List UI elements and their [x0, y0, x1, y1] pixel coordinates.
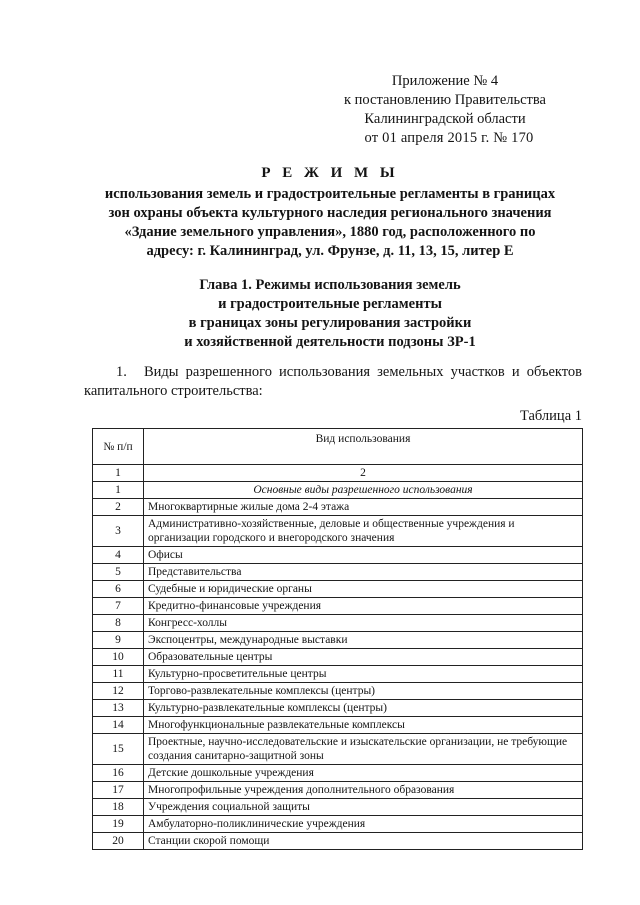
- row-number: 17: [93, 782, 144, 799]
- table-row: [93, 581, 583, 598]
- row-use-type: Культурно-просветительные центры: [144, 666, 583, 683]
- appendix-reference: к постановлению Правительства: [344, 92, 546, 108]
- appendix-region: Калининградской области: [364, 111, 526, 127]
- table-label: Таблица 1: [519, 408, 582, 424]
- title-line: «Здание земельного управления», 1880 год, расположенного по: [124, 224, 536, 240]
- table-row: [93, 799, 583, 816]
- table-row: [93, 700, 583, 717]
- row-use-type: Станции скорой помощи: [144, 833, 583, 850]
- paragraph-text: Виды разрешенного использования земельных участков и объектов капитального строительства:: [84, 364, 582, 399]
- chapter-line: и хозяйственной деятельности подзоны ЗР-1: [184, 334, 476, 350]
- chapter-title: [160, 276, 500, 352]
- row-number: 1: [93, 482, 144, 499]
- table-row: [93, 666, 583, 683]
- row-number: 13: [93, 700, 144, 717]
- document-title: [70, 164, 590, 261]
- table-row: [93, 564, 583, 581]
- row-use-type: Экспоцентры, международные выставки: [144, 632, 583, 649]
- table-header-num: № п/п: [93, 429, 144, 465]
- table-row: [93, 632, 583, 649]
- chapter-line: в границах зоны регулирования застройки: [188, 315, 472, 331]
- row-use-type: Детские дошкольные учреждения: [144, 765, 583, 782]
- row-use-type: Административно-хозяйственные, деловые и общественные учреждения и организации городского и внегородского значения: [144, 516, 583, 547]
- table-row: [93, 765, 583, 782]
- table-row: [93, 615, 583, 632]
- paragraph-number: 1.: [116, 364, 127, 380]
- row-use-type: Многофункциональные развлекательные комплексы: [144, 717, 583, 734]
- table-row: [93, 717, 583, 734]
- column-number: 2: [144, 465, 583, 482]
- row-use-type: Проектные, научно-исследовательские и изыскательские организации, не требующие создания санитарно-защитной зоны: [144, 734, 583, 765]
- row-use-type: Представительства: [144, 564, 583, 581]
- row-use-type: Кредитно-финансовые учреждения: [144, 598, 583, 615]
- row-number: 15: [93, 734, 144, 765]
- row-number: 11: [93, 666, 144, 683]
- row-use-type: Многопрофильные учреждения дополнительного образования: [144, 782, 583, 799]
- row-number: 7: [93, 598, 144, 615]
- row-use-type: Конгресс-холлы: [144, 615, 583, 632]
- table-row: [93, 683, 583, 700]
- row-use-type: Торгово-развлекательные комплексы (центры): [144, 683, 583, 700]
- title-heading: Р Е Ж И М Ы: [261, 165, 399, 181]
- chapter-line: Глава 1. Режимы использования земель: [199, 277, 461, 293]
- title-line: использования земель и градостроительные регламенты в границах: [104, 186, 556, 202]
- row-number: 10: [93, 649, 144, 666]
- row-number: 4: [93, 547, 144, 564]
- table-row: [93, 734, 583, 765]
- row-number: 2: [93, 499, 144, 516]
- row-use-type: Офисы: [144, 547, 583, 564]
- table-row: [93, 649, 583, 666]
- row-number: 9: [93, 632, 144, 649]
- table-row: [93, 598, 583, 615]
- chapter-line: и градостроительные регламенты: [218, 296, 442, 312]
- section-title: Основные виды разрешенного использования: [144, 482, 583, 499]
- row-use-type: Судебные и юридические органы: [144, 581, 583, 598]
- row-number: 6: [93, 581, 144, 598]
- row-number: 8: [93, 615, 144, 632]
- column-numbers-row: [93, 465, 583, 482]
- title-line: адресу: г. Калининград, ул. Фрунзе, д. 11, 13, 15, литер Е: [146, 243, 514, 259]
- row-number: 16: [93, 765, 144, 782]
- title-line: зон охраны объекта культурного наследия регионального значения: [108, 205, 552, 221]
- appendix-header: [330, 72, 560, 148]
- row-use-type: Образовательные центры: [144, 649, 583, 666]
- row-number: 12: [93, 683, 144, 700]
- row-use-type: Учреждения социальной защиты: [144, 799, 583, 816]
- appendix-decree-date: от 01 апреля 2015 г. № 170: [364, 130, 534, 146]
- column-number: 1: [93, 465, 144, 482]
- table-row: [93, 499, 583, 516]
- row-number: 5: [93, 564, 144, 581]
- table-header-use: Вид использования: [144, 429, 583, 465]
- table-row: [93, 816, 583, 833]
- table-row: [93, 782, 583, 799]
- row-use-type: Культурно-развлекательные комплексы (центры): [144, 700, 583, 717]
- table-row: [93, 516, 583, 547]
- table-row: [93, 547, 583, 564]
- paragraph-1: [84, 363, 582, 401]
- land-use-table: [92, 428, 583, 850]
- table-row: [93, 833, 583, 850]
- row-number: 18: [93, 799, 144, 816]
- row-use-type: Многоквартирные жилые дома 2-4 этажа: [144, 499, 583, 516]
- row-number: 20: [93, 833, 144, 850]
- appendix-number: Приложение № 4: [391, 73, 499, 89]
- row-use-type: Амбулаторно-поликлинические учреждения: [144, 816, 583, 833]
- row-number: 14: [93, 717, 144, 734]
- table-section-row: [93, 482, 583, 499]
- row-number: 19: [93, 816, 144, 833]
- row-number: 3: [93, 516, 144, 547]
